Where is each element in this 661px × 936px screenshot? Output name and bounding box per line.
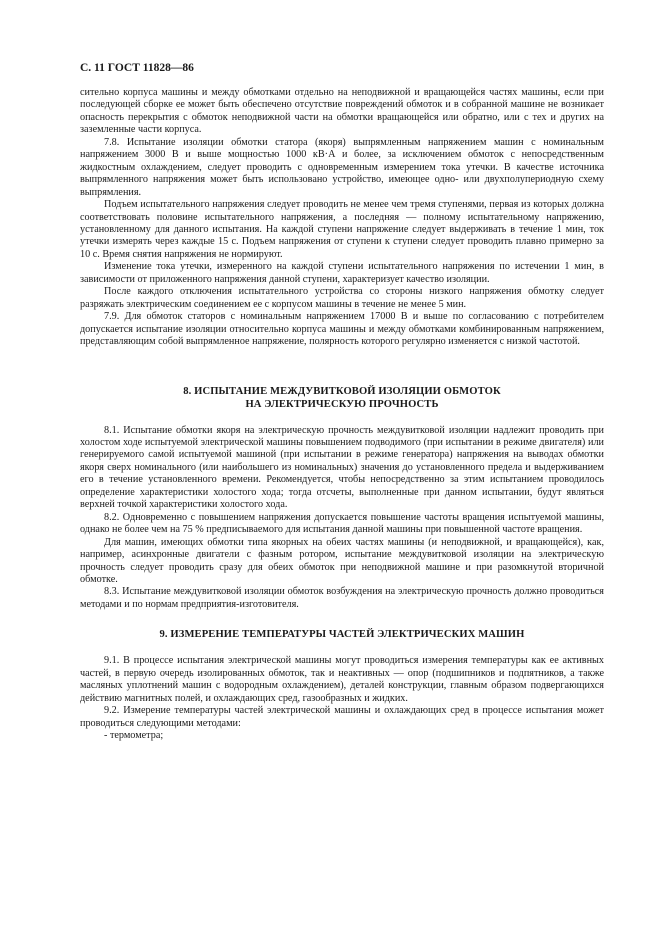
section-9-title: 9. ИЗМЕРЕНИЕ ТЕМПЕРАТУРЫ ЧАСТЕЙ ЭЛЕКТРИЧЕСКИХ МАШИН	[159, 629, 525, 641]
page-header: С. 11 ГОСТ 11828—86	[80, 62, 194, 74]
paragraph-7-8-voltage-steps: Подъем испытательного напряжения следует проводить не менее чем тремя ступенями, первая из которых должна соответствовать половине испытательного напряжения, а последняя — полному испытательному напряжению, установленному для данного испытания. На каждой ступени напряжение следует выдерживать в течение 1 мин, ток утечки измерять через каждые 15 с. Подъем напряжения от ступени к ступени следует проводить плавно примерно за 10 с. Время снятия напряжения не нормируют.	[80, 199, 604, 260]
section-8-body	[80, 425, 604, 612]
section-8-title-line2: НА ЭЛЕКТРИЧЕСКУЮ ПРОЧНОСТЬ	[245, 398, 439, 410]
intro-text-block	[80, 87, 604, 349]
paragraph-8-2: 8.2. Одновременно с повышением напряжения допускается повышение частоты вращения испытуемой машины, однако не более чем на 75 % предписываемого для испытания данной машины при повышенной частоте вращения.	[80, 511, 604, 536]
paragraph-8-2-machines: Для машин, имеющих обмотки типа якорных на обеих частях машины (и неподвижной, и вращающейся), как, например, асинхронные двигатели с фазным ротором, испытание междувитковой изоляции на электрическую прочность следует проводить сразу для обеих обмоток при неподвижной машине и при разомкнутой вторичной обмотке.	[80, 536, 604, 585]
paragraph-7-8: 7.8. Испытание изоляции обмотки статора (якоря) выпрямленным напряжением машин с номинальным напряжением 3000 В и выше мощностью 1000 кВ·А и более, за исключением обмоток с непосредственным жидкостным охлаждением, следует проводить с одновременным измерением тока утечки. В качестве источника выпрямленного напряжения может быть использовано устройство, имеющее одно- или двухполупериодную схему выпрямления.	[80, 136, 604, 198]
paragraph-7-9: 7.9. Для обмоток статоров с номинальным напряжением 17000 В и выше по согласованию с потребителем допускается испытание изоляции относительно корпуса машины и между обмотками комбинированным напряжением, представляющим собой выпрямленное напряжение, полярность которого регулярно изменяется с низкой частотой.	[80, 311, 604, 348]
paragraph-8-1: 8.1. Испытание обмотки якоря на электрическую прочность междувитковой изоляции надлежит проводить при холостом ходе испытуемой электрической машины повышением подводимого (при испытании в режиме двигателя) или генерируемого самой испытуемой машиной (при испытании в режиме генератора) напряжения на выводах обмотки якоря сверх номинального (или наибольшего из номинальных) значения до установленного предела и выдерживанием его в течение установленного времени. Рекомендуется, чтобы непосредственно за этим испытанием проводилось определение характеристики холостого хода; тогда отсчеты, выполненные при данном испытании, будут являться верхней точкой характеристики холостого хода.	[80, 424, 604, 511]
list-item-thermometer: - термометра;	[104, 730, 164, 742]
paragraph-continuation: сительно корпуса машины и между обмотками отдельно на неподвижной и вращающейся частях машины, если при последующей сборке ее может быть обеспечено отсутствие повреждений обмоток и в собранной машине не возникает опасность перекрытия с обмоток неподвижной части на обмотки вращающейся или обратно, или с тех и других на заземленные части корпуса.	[80, 87, 604, 136]
paragraph-9-2: 9.2. Измерение температуры частей электрической машины и охлаждающих сред в процессе испытания может проводиться следующими методами:	[80, 705, 604, 729]
section-9-heading	[80, 628, 604, 641]
paragraph-7-8-leakage-current: Изменение тока утечки, измеренного на каждой ступени испытательного напряжения по истечении 1 мин, в зависимости от приложенного напряжения данной ступени, характеризует качество изоляции.	[80, 261, 604, 285]
paragraph-7-8-discharge: После каждого отключения испытательного устройства со стороны низкого напряжения обмотку следует разряжать электрическим соединением ее с корпусом машины в течение не менее 5 мин.	[80, 286, 604, 310]
paragraph-8-3: 8.3. Испытание междувитковой изоляции обмоток возбуждения на электрическую прочность должно проводиться методами и по нормам предприятия-изготовителя.	[80, 586, 604, 610]
section-9-body	[80, 655, 604, 742]
section-8-heading	[80, 385, 604, 411]
document-page	[80, 62, 604, 742]
paragraph-9-1: 9.1. В процессе испытания электрической машины могут проводиться измерения температуры как ее активных частей, в первую очередь изолированных обмоток, так и неактивных — опор (подшипников и подпятников, а также масляных уплотнений машин с водородным охлаждением), деталей конструкции, главным образом подвергающихся действию магнитных полей, и охлаждающих сред, газообразных и жидких.	[80, 655, 604, 704]
section-8-title-line1: 8. ИСПЫТАНИЕ МЕЖДУВИТКОВОЙ ИЗОЛЯЦИИ ОБМОТОК	[183, 385, 501, 397]
